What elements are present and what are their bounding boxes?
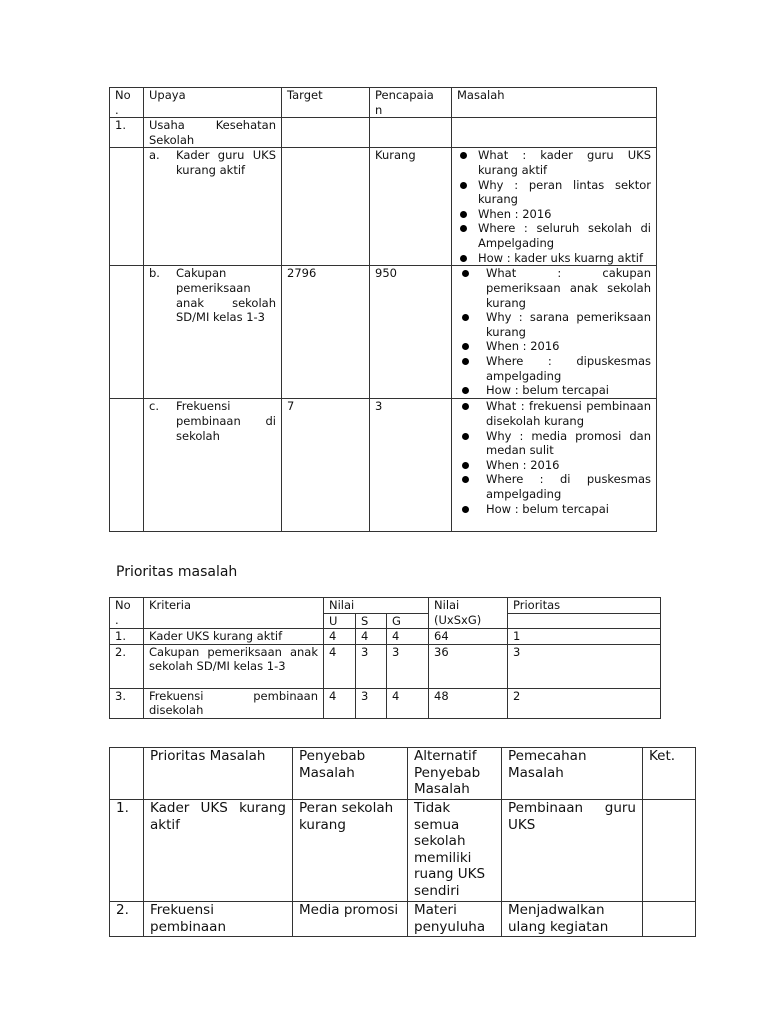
table-row (110, 148, 657, 266)
penyebab-cell: Peran sekolah kurang (293, 800, 408, 902)
list-item: When : 2016 (457, 458, 651, 473)
row-number: 3. (110, 688, 144, 718)
header-pemecahan: Pemecahan Masalah (502, 748, 643, 800)
table-row (110, 266, 657, 399)
table-row (110, 629, 661, 645)
item-letter: b. (149, 266, 160, 281)
row-number: 2. (110, 644, 144, 688)
s-cell: 3 (356, 688, 387, 718)
table-row (110, 399, 657, 532)
target-value: 2796 (282, 266, 370, 399)
header-kriteria: Kriteria (144, 598, 324, 629)
pencapaian-value: Kurang (370, 148, 452, 266)
kriteria-cell: Kader UKS kurang aktif (144, 629, 324, 645)
table-row (110, 118, 657, 148)
target-value: 7 (282, 399, 370, 532)
list-item: When : 2016 (457, 339, 651, 354)
table-header-row (110, 598, 661, 614)
list-item: How : belum tercapai (457, 383, 651, 398)
prioritas-cell: 2 (508, 688, 661, 718)
table-header-row (110, 748, 696, 800)
g-cell: 4 (387, 688, 429, 718)
penyebab-cell: Media promosi (293, 902, 408, 937)
header-pencapaian: Pencapaia n (370, 88, 452, 118)
ket-cell (643, 800, 696, 902)
list-item: What : kader guru UKS kurang aktif (469, 148, 651, 177)
list-item: Where : di puskesmas ampelgading (457, 472, 651, 501)
header-g: G (387, 613, 429, 629)
header-u: U (324, 613, 356, 629)
row-number: 1. (110, 118, 144, 148)
list-item: Why : media promosi dan medan sulit (457, 429, 651, 458)
g-cell: 3 (387, 644, 429, 688)
list-item: What : frekuensi pembinaan disekolah kurang (457, 399, 651, 428)
pemecahan-table (109, 747, 696, 937)
list-item: When : 2016 (469, 207, 651, 222)
prioritas-heading: Prioritas masalah (116, 564, 238, 580)
list-item: Where : seluruh sekolah di Ampelgading (469, 221, 651, 250)
s-cell: 4 (356, 629, 387, 645)
table-row (110, 644, 661, 688)
list-item: How : belum tercapai (457, 502, 651, 517)
total-cell: 48 (429, 688, 508, 718)
header-masalah: Masalah (452, 88, 657, 118)
header-ket: Ket. (643, 748, 696, 800)
pemecahan-cell: Menjadwalkan ulang kegiatan (502, 902, 643, 937)
kriteria-cell: Cakupan pemeriksaan anak sekolah SD/MI kelas 1-3 (144, 644, 324, 688)
table-row (110, 902, 696, 937)
upaya-table (109, 87, 657, 532)
row-number: 1. (110, 629, 144, 645)
target-value (282, 148, 370, 266)
alternatif-cell: Materi penyuluha (408, 902, 502, 937)
ket-cell (643, 902, 696, 937)
list-item: Why : peran lintas sektor kurang (469, 178, 651, 207)
upaya-item: Frekuensi pembinaan di sekolah (176, 399, 276, 443)
alternatif-cell: Tidak semua sekolah memiliki ruang UKS sendiri (408, 800, 502, 902)
kriteria-cell: Frekuensi pembinaan disekolah (144, 688, 324, 718)
g-cell: 4 (387, 629, 429, 645)
header-upaya: Upaya (144, 88, 282, 118)
pencapaian-value: 3 (370, 399, 452, 532)
header-s: S (356, 613, 387, 629)
pencapaian-value: 950 (370, 266, 452, 399)
list-item: How : kader uks kuarng aktif (469, 251, 651, 266)
upaya-title: Usaha Kesehatan Sekolah (144, 118, 282, 148)
s-cell: 3 (356, 644, 387, 688)
total-cell: 36 (429, 644, 508, 688)
table-row (110, 688, 661, 718)
header-target: Target (282, 88, 370, 118)
header-nilai-total: Nilai (UxSxG) (429, 598, 508, 629)
pemecahan-cell: Pembinaan guru UKS (502, 800, 643, 902)
total-cell: 64 (429, 629, 508, 645)
item-letter: c. (149, 399, 159, 414)
row-number: 1. (110, 800, 144, 902)
u-cell: 4 (324, 629, 356, 645)
prioritas-cell: 1 (508, 629, 661, 645)
header-nilai: Nilai (324, 598, 429, 614)
prioritas-table (109, 597, 661, 719)
prioritas-cell: Kader UKS kurang aktif (144, 800, 293, 902)
table-header-row (110, 88, 657, 118)
list-item: What : cakupan pemeriksaan anak sekolah kurang (457, 266, 651, 310)
header-no: No . (110, 598, 144, 629)
masalah-list (457, 266, 651, 397)
masalah-list (457, 399, 651, 516)
list-item: Why : sarana pemeriksaan kurang (457, 310, 651, 339)
prioritas-cell: 3 (508, 644, 661, 688)
masalah-list (469, 148, 651, 265)
list-item: Where : dipuskesmas ampelgading (457, 354, 651, 383)
upaya-item: Kader guru UKS kurang aktif (176, 148, 276, 177)
row-number: 2. (110, 902, 144, 937)
u-cell: 4 (324, 688, 356, 718)
prioritas-cell: Frekuensi pembinaan (144, 902, 293, 937)
upaya-item: Cakupan pemeriksaan anak sekolah SD/MI kelas 1-3 (176, 266, 276, 325)
u-cell: 4 (324, 644, 356, 688)
header-prioritas-masalah: Prioritas Masalah (144, 748, 293, 800)
header-no: No . (110, 88, 144, 118)
item-letter: a. (149, 148, 160, 163)
header-prioritas: Prioritas (508, 598, 661, 614)
table-row (110, 800, 696, 902)
header-penyebab: Penyebab Masalah (293, 748, 408, 800)
header-alternatif: Alternatif Penyebab Masalah (408, 748, 502, 800)
